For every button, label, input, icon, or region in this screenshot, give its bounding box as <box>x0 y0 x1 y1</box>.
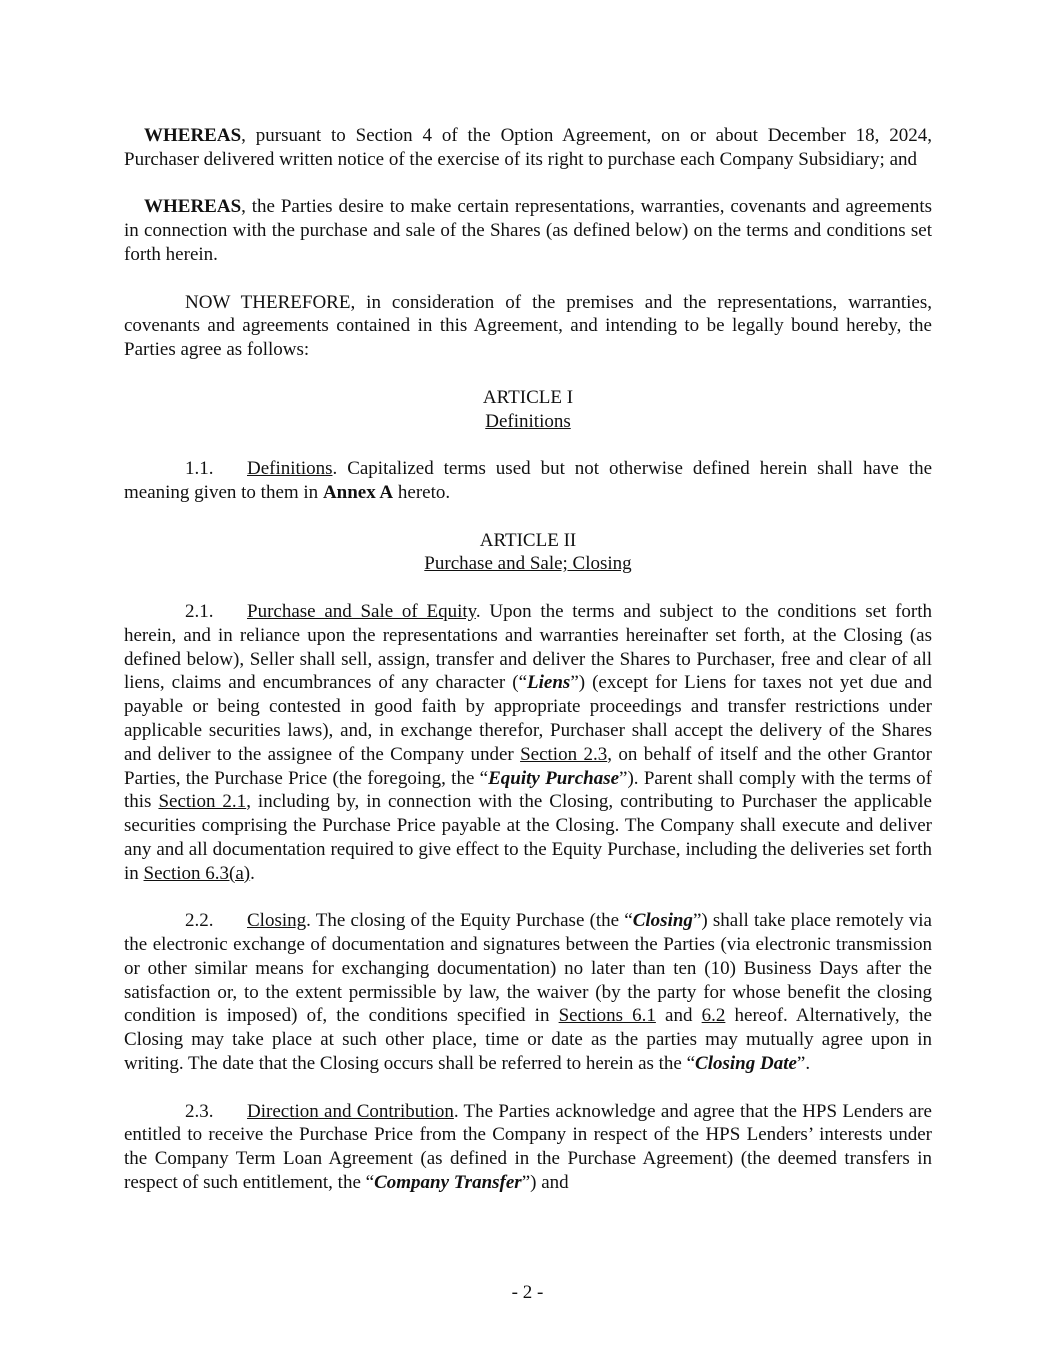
section-number: 2.3. <box>185 1100 214 1122</box>
defined-term: Equity Purchase <box>488 767 620 789</box>
section-text: hereof. Alternatively, the Closing may take place at such other place, time or date as the parties may mutually agree upon in writing. The date that the Closing occurs shall be referred to herein as the “ <box>124 1005 932 1075</box>
defined-term: Closing Date <box>695 1053 797 1075</box>
paragraph-text: , pursuant to Section 4 of the Option Agreement, on or about December 18, 2024, Purchaser delivered written notice of the exercise of its right to purchase each Company Subsidiary; and <box>124 125 932 170</box>
paragraph-text: , the Parties desire to make certain representations, warranties, covenants and agreements in connection with the purchase and sale of the Shares (as defined below) on the terms and conditions set forth herein. <box>124 196 932 265</box>
whereas-paragraph-1 <box>124 124 932 172</box>
section-text: ”). Parent shall comply with the terms of this <box>124 767 932 813</box>
section-2-1 <box>124 600 932 886</box>
section-heading: Definitions <box>247 458 333 480</box>
section-text: ”. <box>796 1053 811 1075</box>
now-therefore-paragraph: NOW THEREFORE, in consideration of the premises and the representations, warranties, covenants and agreements contained in this Agreement, and intending to be legally bound hereby, the Parties agree as follows: <box>124 291 932 361</box>
section-text: and <box>655 1005 702 1027</box>
page-number: - 2 - <box>511 1282 544 1303</box>
section-text: , including by, in connection with the Closing, contributing to Purchaser the applicable securities comprising the Purchase Price payable at the Closing. The Company shall execute and deliver any and all documentation required to give effect to the Equity Purchase, including the deliveries set forth in <box>124 791 932 884</box>
section-text: . Capitalized terms used but not otherwise defined herein shall have the meaning given to them in <box>124 458 932 503</box>
section-text: . Upon the terms and subject to the conditions set forth herein, and in reliance upon the representations and warranties hereinafter set forth, at the Closing (as defined below), Seller shall sell, assign, transfer and deliver the Shares to Purchaser, free and clear of all liens, claims and encumbrances of any character (“ <box>124 600 933 694</box>
section-1-1 <box>124 457 932 505</box>
defined-term: Liens <box>527 672 571 694</box>
section-text: ”) shall take place remotely via the electronic exchange of documentation and signatures between the Parties (via electronic transmission or other similar means for exchanging documentation) no later than ten (10) Business Days after the satisfaction or, to the extent permissible by law, the waiver (by the party for whose benefit the closing condition is imposed) of, the conditions specified in <box>124 910 932 1027</box>
section-2-2 <box>124 909 932 1076</box>
section-reference: Sections 6.1 <box>558 1005 656 1027</box>
whereas-paragraph-2 <box>124 195 932 266</box>
article-1-title-text: Definitions <box>485 410 571 432</box>
section-reference: 6.2 <box>701 1005 726 1027</box>
section-text: . The closing of the Equity Purchase (the “ <box>306 910 633 932</box>
section-text: ”) (except for Liens for taxes not yet due and payable or being contested in good faith by appropriate proceedings and transfer restrictions under applicable securities laws), and, in exchange therefor, Purchaser shall accept the delivery of the Shares and deliver to the assignee of the Company under <box>124 672 932 765</box>
article-2-title <box>124 552 932 576</box>
section-reference: Section 2.3 <box>520 743 608 765</box>
article-2-title-text: Purchase and Sale; Closing <box>424 553 632 575</box>
article-1-number: ARTICLE I <box>482 386 574 408</box>
section-text: ”) and <box>521 1172 569 1194</box>
section-heading: Direction and Contribution <box>247 1100 454 1122</box>
article-2-number: ARTICLE II <box>479 529 577 551</box>
section-number: 2.2. <box>185 910 214 932</box>
article-1-title <box>124 410 932 434</box>
whereas-keyword: WHEREAS <box>144 125 242 146</box>
section-number: 2.1. <box>185 600 214 622</box>
section-reference: Section 6.3(a) <box>143 862 251 884</box>
section-number: 1.1. <box>185 458 214 480</box>
section-text: , on behalf of itself and the other Grantor Parties, the Purchase Price (the foregoing, the “ <box>124 743 932 789</box>
section-heading: Closing <box>247 910 307 932</box>
defined-term: Company Transfer <box>374 1172 522 1194</box>
section-text: . The Parties acknowledge and agree that the HPS Lenders are entitled to receive the Purchase Price from the Company in respect of the HPS Lenders’ interests under the Company Term Loan Agreement (as defined in the Purchase Agreement) (the deemed transfers in respect of such entitlement, the “ <box>124 1100 932 1194</box>
document-page <box>124 124 932 1195</box>
section-text: . <box>250 862 255 884</box>
section-text: hereto. <box>393 481 451 503</box>
section-reference: Section 2.1 <box>158 791 247 813</box>
section-heading: Purchase and Sale of Equity <box>247 600 476 622</box>
annex-reference: Annex A <box>322 481 394 503</box>
defined-term: Closing <box>632 910 693 932</box>
section-2-3 <box>124 1100 932 1195</box>
whereas-keyword: WHEREAS <box>144 196 242 218</box>
